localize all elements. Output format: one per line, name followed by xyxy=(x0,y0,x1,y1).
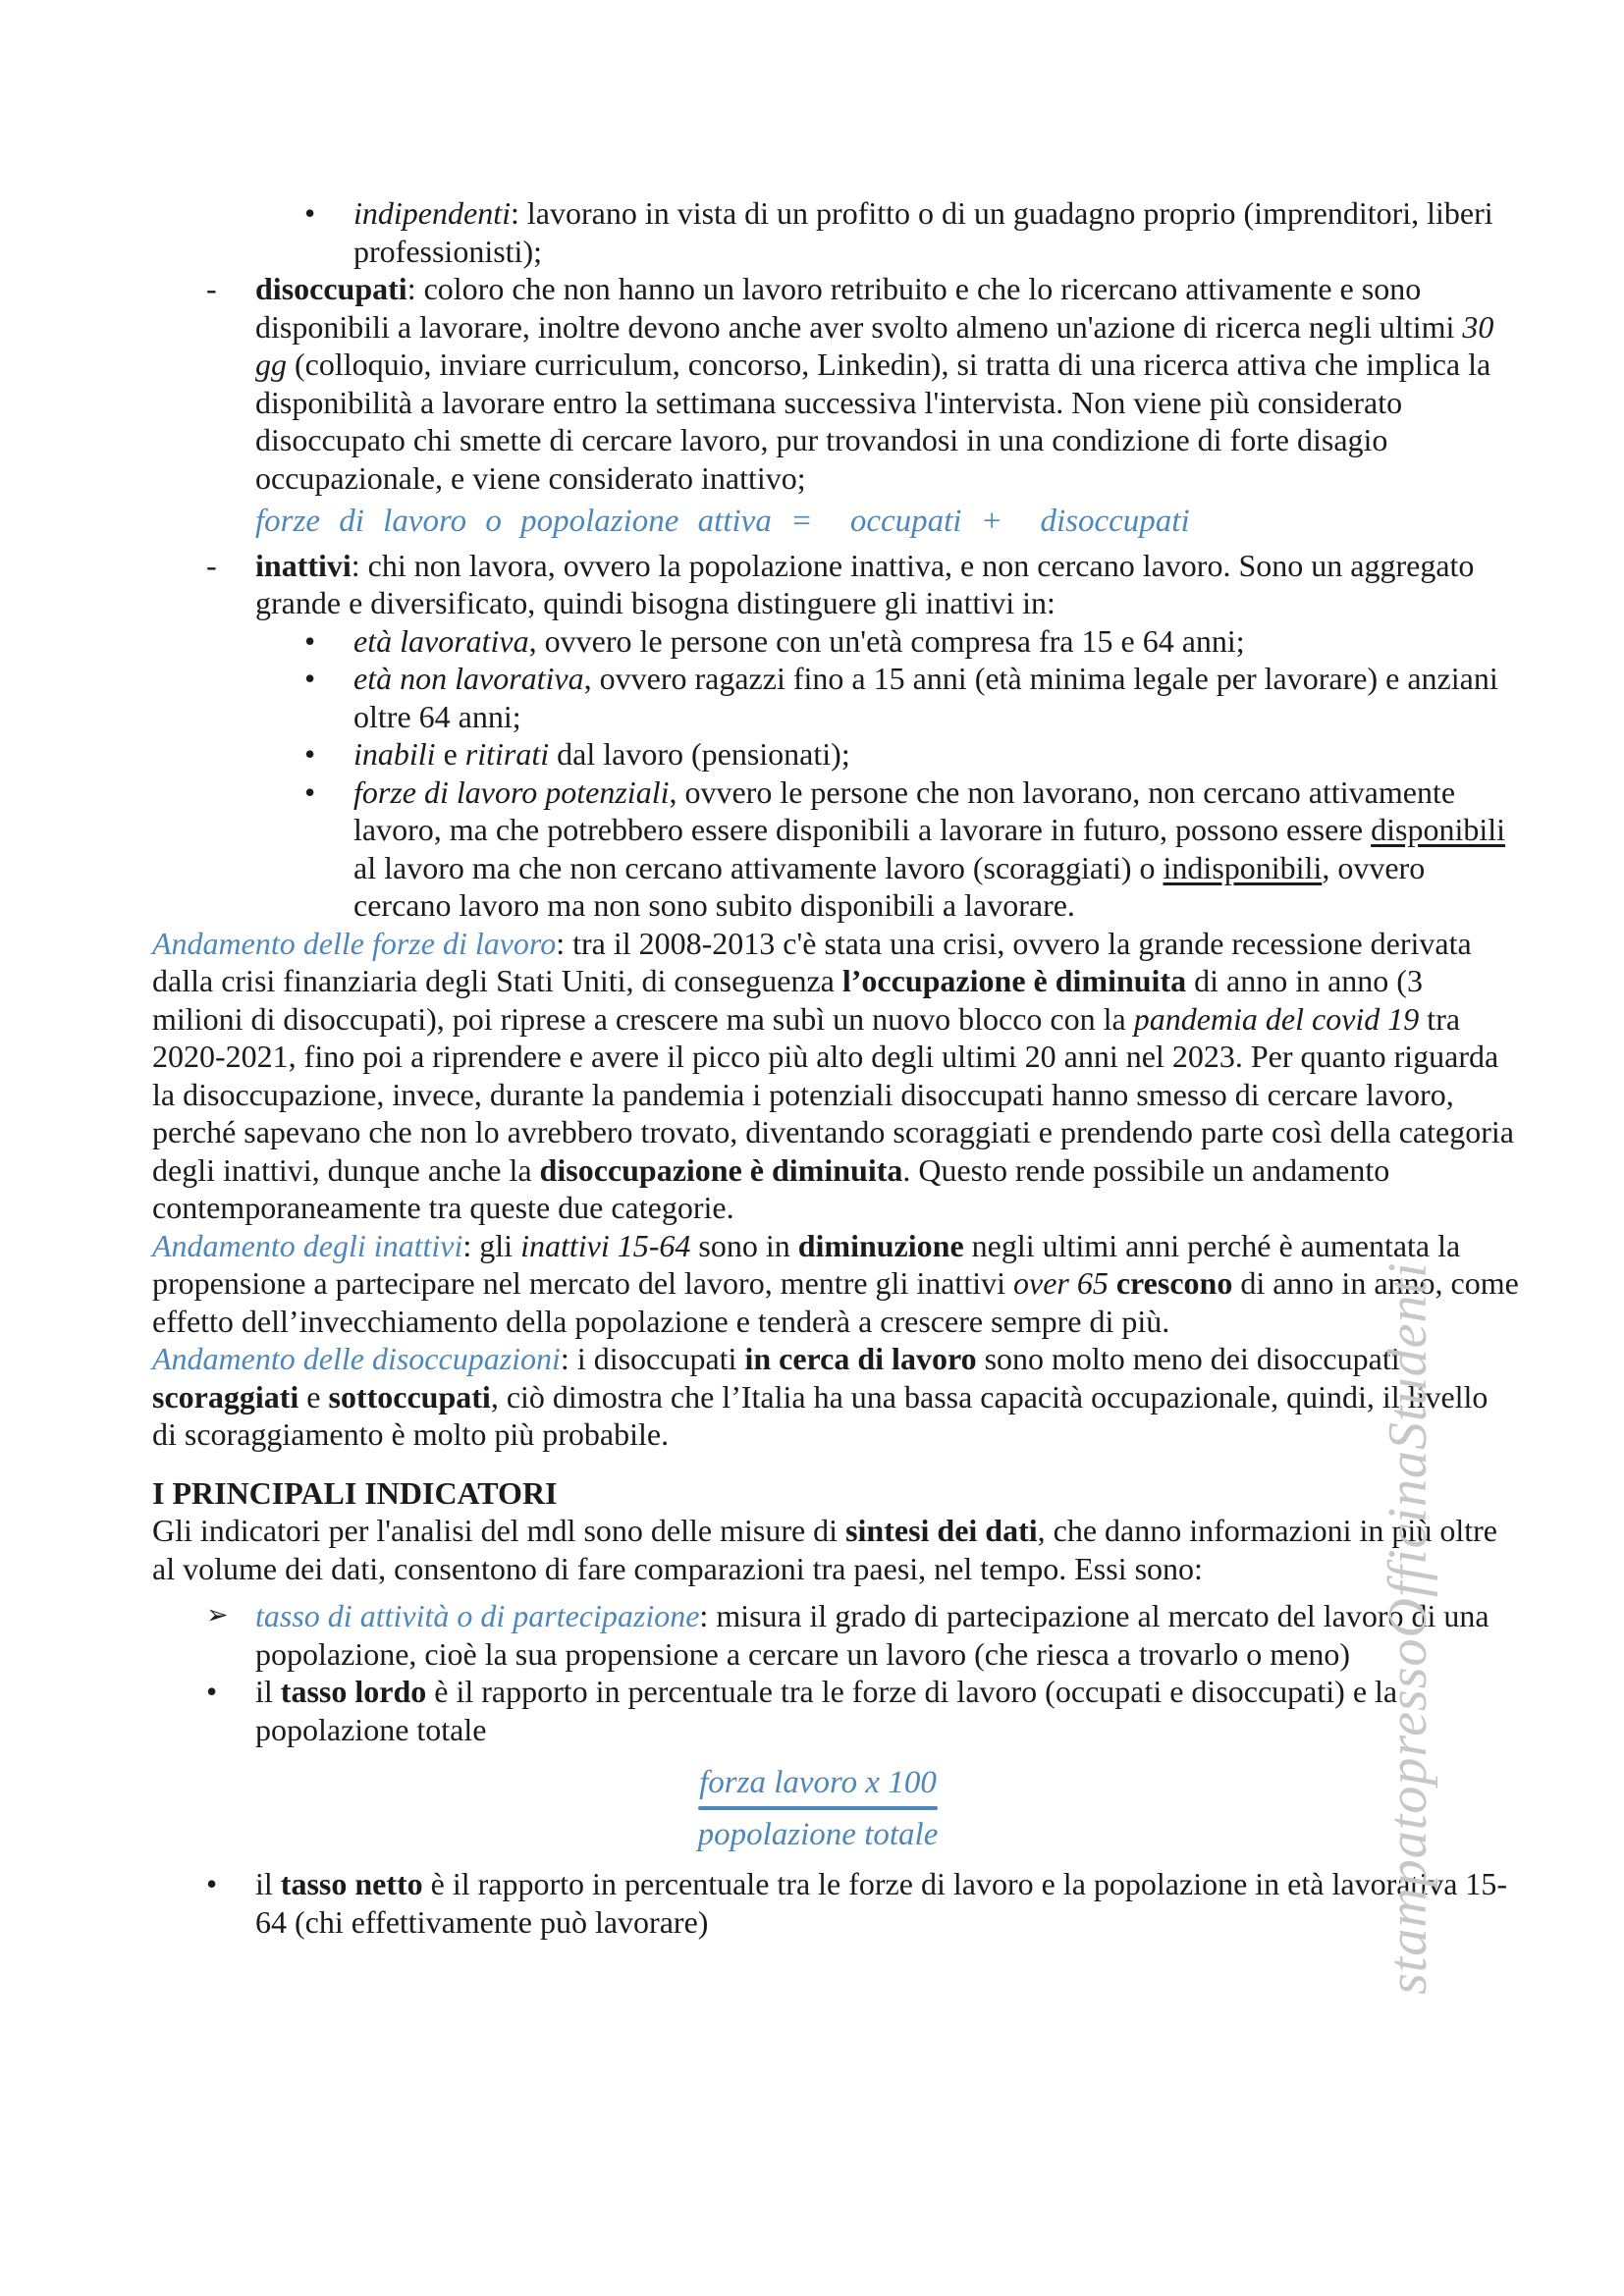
text-segment: al lavoro ma che non cercano attivamente lavoro (scoraggiati) o xyxy=(353,849,1164,885)
text-segment: indisponibili xyxy=(1163,849,1323,885)
text-segment: , ovvero cercano lavoro ma non sono subito disponibili a lavorare. xyxy=(353,849,1426,923)
text-segment: l’occupazione è diminuita xyxy=(841,963,1187,998)
bullet-marker: • xyxy=(304,622,316,659)
text-segment: sintesi dei dati xyxy=(845,1513,1038,1548)
list-item-forze-di-lavoro-potenziali xyxy=(152,774,1519,925)
text-segment: , ciò dimostra che l’Italia ha una bassa capacità occupazionale, quindi, il livello di scoraggiamento è molto più probabile. xyxy=(152,1378,1489,1452)
text-segment: il xyxy=(255,1674,281,1709)
bullet-marker: • xyxy=(206,1674,218,1709)
text-segment: in cerca di lavoro xyxy=(744,1341,977,1376)
list-item-tasso-attivita xyxy=(152,1597,1519,1673)
text-segment: inabili xyxy=(353,736,436,772)
bullet-marker: • xyxy=(304,195,316,231)
list-item-inattivi xyxy=(152,547,1519,622)
paragraph-andamento-forze-di-lavoro xyxy=(152,925,1519,1227)
text-segment: e xyxy=(435,736,465,772)
text-segment: Gli indicatori per l'analisi del mdl sono delle misure di xyxy=(152,1513,846,1548)
text-segment: , che danno informazioni in più oltre al volume dei dati, consentono di fare comparazioni tra paesi, nel tempo. Essi sono: xyxy=(152,1513,1497,1586)
text-segment: disoccupazione è diminuita xyxy=(539,1151,903,1188)
text-segment: forze di lavoro o popolazione attiva = occupati + disoccupati xyxy=(255,504,1190,539)
text-segment: : coloro che non hanno un lavoro retribuito e che lo ricercano attivamente e sono disponibili a lavorare, inoltre devono anche aver svolto almeno un'azione di ricerca negli ultimi xyxy=(255,271,1463,345)
text-segment: sottoccupati xyxy=(328,1378,491,1415)
paragraph-indicatori-intro xyxy=(152,1512,1519,1587)
formula-tasso-lordo xyxy=(698,1762,939,1855)
list-item-eta-lavorativa xyxy=(152,622,1519,661)
text-segment: , ovvero le persone con un'età compresa fra 15 e 64 anni; xyxy=(528,622,1245,659)
text-segment: è il rapporto in percentuale tra le forze di lavoro e la popolazione in età lavorativa 15-64 (chi effettivamente può lavorare) xyxy=(255,1866,1508,1940)
text-segment: . Questo rende possibile un andamento contemporaneamente tra queste due categorie. xyxy=(152,1151,1390,1225)
text-segment: di anno in anno, come effetto dell’invecchiamento della popolazione e tenderà a crescere sempre di più. xyxy=(152,1265,1519,1339)
section-heading-principali-indicatori xyxy=(152,1474,1519,1513)
text-segment: disoccupati xyxy=(255,271,407,306)
text-segment: età non lavorativa xyxy=(353,661,584,696)
dash-marker: - xyxy=(206,271,217,306)
text-segment: I PRINCIPALI INDICATORI xyxy=(152,1474,558,1511)
document-content xyxy=(152,194,1519,1941)
text-segment: pandemia del covid 19 xyxy=(1133,1000,1420,1037)
text-segment xyxy=(1109,1265,1116,1301)
text-segment: forze di lavoro potenziali xyxy=(353,774,670,810)
text-segment: disponibili xyxy=(1371,812,1506,847)
fraction-numerator: forza lavoro x 100 xyxy=(699,1765,937,1800)
bullet-marker: • xyxy=(304,774,316,810)
list-item-disoccupati xyxy=(152,270,1519,497)
text-segment: Andamento delle disoccupazioni xyxy=(152,1341,561,1376)
text-segment: diminuzione xyxy=(797,1227,964,1263)
text-segment: crescono xyxy=(1115,1265,1233,1301)
paragraph-andamento-inattivi xyxy=(152,1227,1519,1341)
formula-forze-di-lavoro xyxy=(255,503,1519,541)
text-segment: e xyxy=(298,1378,329,1415)
list-item-indipendenti xyxy=(152,194,1519,270)
fraction-line xyxy=(698,1806,939,1810)
list-item-tasso-netto xyxy=(152,1865,1519,1941)
list-item-tasso-lordo xyxy=(152,1673,1519,1748)
text-segment: Andamento degli inattivi xyxy=(152,1227,463,1263)
text-segment: (colloquio, inviare curriculum, concorso, Linkedin), si tratta di una ricerca attiva che implica la disponibilità a lavorare entro la settimana successiva l'intervista. Non viene più considerato disoccupato chi smette di cercare lavoro, pur trovandosi in una condizione di forte disagio occupazionale, e viene considerato inattivo; xyxy=(255,347,1491,496)
text-segment: tasso lordo xyxy=(280,1674,427,1709)
text-segment: dal lavoro (pensionati); xyxy=(549,736,850,772)
text-segment: : tra il 2008-2013 c'è stata una crisi, ovvero la grande recessione derivata dalla crisi finanziaria degli Stati Uniti, di conseguenza xyxy=(152,925,1472,998)
text-segment: tasso di attività o di partecipazione xyxy=(255,1598,700,1633)
list-item-inabili-ritirati xyxy=(152,735,1519,774)
paragraph-andamento-disoccupazioni xyxy=(152,1340,1519,1454)
text-segment: inattivi xyxy=(255,547,352,583)
text-segment: sono in xyxy=(690,1227,798,1263)
text-segment: età lavorativa xyxy=(353,622,529,659)
text-segment: : i disoccupati xyxy=(560,1341,745,1376)
text-segment: tasso netto xyxy=(280,1866,423,1901)
text-segment: , ovvero ragazzi fino a 15 anni (età minima legale per lavorare) e anziani oltre 64 anni; xyxy=(353,661,1498,734)
text-segment: indipendenti xyxy=(353,195,511,231)
arrow-marker: ➢ xyxy=(206,1600,229,1630)
dash-marker: - xyxy=(206,547,217,583)
text-segment: : misura il grado di partecipazione al mercato del lavoro di una popolazione, cioè la sua propensione a cercare un lavoro (che riesca a trovarlo o meno) xyxy=(255,1598,1489,1672)
text-segment: è il rapporto in percentuale tra le forze di lavoro (occupati e disoccupati) e la popolazione totale xyxy=(255,1674,1398,1747)
text-segment: inattivi 15-64 xyxy=(520,1227,691,1263)
bullet-marker: • xyxy=(206,1866,218,1901)
text-segment: over 65 xyxy=(1012,1265,1109,1301)
text-segment: tra 2020-2021, fino poi a riprendere e avere il picco più alto degli ultimi 20 anni nel 2023. Per quanto riguarda la disoccupazione, invece, durante la pandemia i potenziali disoccupati hanno smesso di cercare lavoro, perché sapevano che non lo avrebbero trovato, diventando scoraggiati e prendendo parte così della categoria degli inattivi, dunque anche la xyxy=(152,1000,1514,1188)
text-segment: di anno in anno (3 milioni di disoccupati), poi riprese a crescere ma subì un nuovo blocco con la xyxy=(152,963,1423,1037)
bullet-marker: • xyxy=(304,661,316,696)
text-segment: : chi non lavora, ovvero la popolazione inattiva, e non cercano lavoro. Sono un aggregato grande e diversificato, quindi bisogna distinguere gli inattivi in: xyxy=(255,547,1475,620)
text-segment: sono molto meno dei disoccupati xyxy=(976,1341,1400,1376)
text-segment: negli ultimi anni perché è aumentata la propensione a partecipare nel mercato del lavoro, mentre gli inattivi xyxy=(152,1227,1461,1301)
list-item-eta-non-lavorativa xyxy=(152,660,1519,735)
text-segment: scoraggiati xyxy=(152,1378,299,1415)
text-segment: il xyxy=(255,1866,281,1901)
watermark: stampatopressoOfficinaStudenti xyxy=(1378,1261,1438,1995)
text-segment: Andamento delle forze di lavoro xyxy=(152,925,557,961)
text-segment: 30 gg xyxy=(255,308,1494,382)
bullet-marker: • xyxy=(304,736,316,772)
fraction-denominator: popolazione totale xyxy=(697,1817,939,1852)
text-segment: ritirati xyxy=(464,736,550,772)
text-segment: : lavorano in vista di un profitto o di un guadagno proprio (imprenditori, liberi professionisti); xyxy=(353,195,1493,269)
text-segment: : gli xyxy=(462,1227,521,1263)
text-segment: , ovvero le persone che non lavorano, non cercano attivamente lavoro, ma che potrebbero essere disponibili a lavorare in futuro, possono essere xyxy=(353,774,1456,847)
